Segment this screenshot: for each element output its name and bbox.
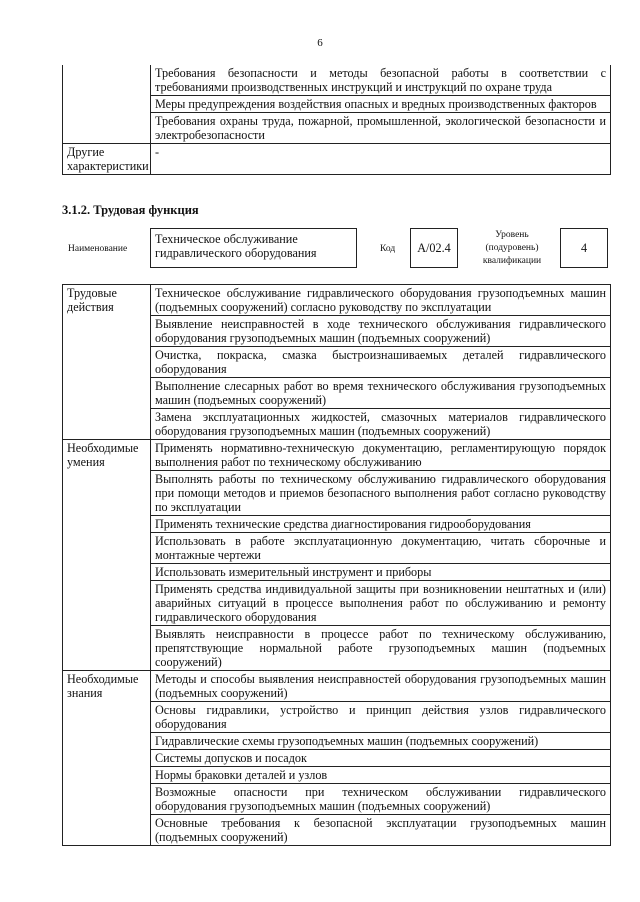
table-row (63, 144, 611, 175)
page-number: 6 (317, 37, 323, 49)
code-label: Код (380, 244, 396, 254)
function-code-box (410, 228, 458, 268)
row-label-cell (63, 65, 151, 144)
table-cell: Основы гидравлики, устройство и принцип действия узлов гидравлического оборудования (151, 702, 611, 733)
table-cell: Очистка, покраска, смазка быстроизнашиваемых деталей гидравлического оборудования (151, 347, 611, 378)
table-cell: Замена эксплуатационных жидкостей, смазочных материалов гидравлического оборудования грузоподъемных машин (подъемных сооружений) (151, 409, 611, 440)
table-cell: Основные требования к безопасной эксплуатации грузоподъемных машин (подъемных сооружений) (151, 815, 611, 846)
level-box (560, 228, 608, 268)
table-cell: Системы допусков и посадок (151, 750, 611, 767)
row-label-other: Другие характеристики (63, 144, 151, 175)
table-cell: Применять средства индивидуальной защиты при возникновении нештатных и (или) аварийных ситуаций в процессе выполнения работ по обслуживанию и ремонту гидравлического оборудования (151, 581, 611, 626)
table-cell: Методы и способы выявления неисправностей оборудования грузоподъемных машин (подъемных сооружений) (151, 671, 611, 702)
function-code-value: А/02.4 (417, 241, 451, 255)
table-row (63, 671, 611, 702)
function-name-box (150, 228, 357, 268)
table-cell: Нормы браковки деталей и узлов (151, 767, 611, 784)
table-row (63, 285, 611, 316)
table-cell: Требования безопасности и методы безопасной работы в соответствии с требованиями производственных инструкций и инструкций по охране труда (151, 65, 611, 96)
table-cell: Применять нормативно-техническую документацию, регламентирующую порядок выполнения работ по техническому обслуживанию (151, 440, 611, 471)
table-row (63, 65, 611, 96)
table-cell: Применять технические средства диагностирования гидрооборудования (151, 516, 611, 533)
table-cell: Выполнение слесарных работ во время технического обслуживания грузоподъемных машин (подъемных сооружений) (151, 378, 611, 409)
table-row (63, 440, 611, 471)
name-label: Наименование (68, 244, 128, 254)
table-cell: Гидравлические схемы грузоподъемных машин (подъемных сооружений) (151, 733, 611, 750)
row-label-knowledge: Необходимые знания (63, 671, 151, 846)
table-cell: Меры предупреждения воздействия опасных и вредных производственных факторов (151, 96, 611, 113)
table-cell: Выявлять неисправности в процессе работ по техническому обслуживанию, препятствующие нормальной работе грузоподъемных машин (подъемных сооружений) (151, 626, 611, 671)
function-header (62, 228, 611, 274)
section-title: 3.1.2. Трудовая функция (62, 203, 199, 217)
table-cell: Возможные опасности при техническом обслуживании гидравлического оборудования грузоподъемных машин (подъемных сооружений) (151, 784, 611, 815)
row-label-skills: Необходимые умения (63, 440, 151, 671)
table-cell: Выполнять работы по техническому обслуживанию гидравлического оборудования при помощи методов и приемов безопасного выполнения работ согласно руководству по эксплуатации (151, 471, 611, 516)
level-label: Уровень (подуровень) квалификации (482, 230, 542, 266)
table-cell: - (151, 144, 611, 175)
table-cell: Техническое обслуживание гидравлического оборудования грузоподъемных машин (подъемных сооружений) согласно руководству по эксплуатации (151, 285, 611, 316)
top-requirements-table (62, 65, 611, 175)
table-cell: Выявление неисправностей в ходе технического обслуживания гидравлического оборудования грузоподъемных машин (подъемных сооружений) (151, 316, 611, 347)
level-value: 4 (580, 241, 588, 255)
table-cell: Требования охраны труда, пожарной, промышленной, экологической безопасности и электробезопасности (151, 113, 611, 144)
row-label-actions: Трудовые действия (63, 285, 151, 440)
function-details-table (62, 284, 611, 846)
table-cell: Использовать измерительный инструмент и приборы (151, 564, 611, 581)
table-cell: Использовать в работе эксплуатационную документацию, читать сборочные и монтажные чертежи (151, 533, 611, 564)
function-name-value: Техническое обслуживание гидравлического оборудования (155, 232, 317, 260)
